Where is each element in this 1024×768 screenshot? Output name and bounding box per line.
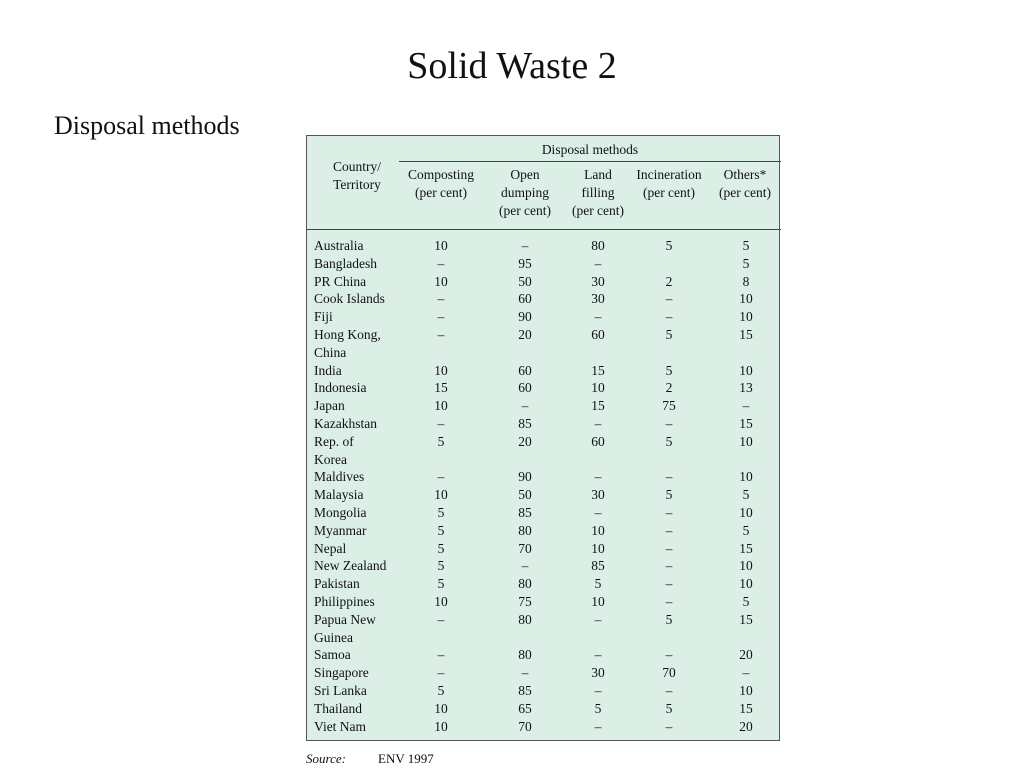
cell-composting: 5 [437, 683, 445, 698]
cell-incineration: 5 [665, 487, 673, 503]
col-header-land-filling: Land filling (per cent) [571, 167, 625, 218]
cell-country [314, 273, 404, 291]
cell-composting: 5 [437, 540, 445, 556]
cell-country [314, 646, 404, 664]
cell-others: 20 [739, 718, 753, 734]
cell-country [314, 326, 404, 362]
cell-incineration: 75 [662, 398, 676, 414]
cell-open-dumping: 80 [518, 647, 532, 663]
cell-incineration: – [665, 522, 673, 538]
cell-composting: – [437, 611, 445, 627]
country-name: Thailand [314, 700, 362, 716]
cell-country [314, 415, 404, 433]
cell-incineration: – [665, 647, 673, 663]
country-name: Malaysia [314, 487, 364, 503]
cell-incineration: 5 [665, 700, 673, 716]
source-note [306, 751, 434, 767]
cell-land-filling: 30 [591, 291, 605, 307]
cell-country [314, 540, 404, 558]
cell-country [314, 255, 404, 273]
cell-composting: 15 [434, 380, 448, 396]
cell-open-dumping: 70 [518, 540, 532, 556]
cell-others: 15 [739, 611, 753, 627]
cell-incineration: – [665, 469, 673, 485]
cell-composting: – [437, 647, 445, 663]
country-name: Bangladesh [314, 255, 377, 271]
cell-open-dumping: 60 [518, 291, 532, 307]
cell-land-filling: 30 [591, 273, 605, 289]
cell-composting: 5 [437, 433, 445, 449]
cell-land-filling: 60 [591, 327, 605, 342]
cell-open-dumping: 80 [518, 522, 532, 538]
country-name: Hong Kong, [314, 327, 381, 342]
cell-incineration: – [665, 683, 673, 698]
cell-land-filling: – [594, 469, 602, 485]
cell-open-dumping: 85 [518, 505, 532, 520]
country-name: Viet Nam [314, 718, 367, 734]
disposal-table [306, 135, 780, 741]
cell-country [314, 290, 404, 308]
cell-others: 15 [739, 700, 753, 716]
cell-others: 15 [739, 416, 753, 431]
cell-others: 15 [739, 327, 753, 342]
cell-open-dumping: 90 [518, 309, 532, 325]
cell-open-dumping: 80 [518, 611, 532, 627]
cell-incineration: 5 [665, 362, 673, 378]
source-label: Source: [306, 751, 346, 766]
cell-land-filling: 15 [591, 398, 605, 414]
cell-incineration: – [665, 594, 673, 609]
col-header-composting: Composting (per cent) [407, 167, 474, 200]
country-name: PR China [314, 273, 367, 289]
cell-others: 8 [742, 273, 750, 289]
country-name: Rep. of [314, 433, 354, 449]
cell-country [314, 522, 404, 540]
cell-country [314, 468, 404, 486]
cell-incineration: 2 [665, 273, 673, 289]
country-name: Fiji [314, 309, 333, 325]
cell-country [314, 664, 404, 682]
cell-country [314, 557, 404, 575]
cell-open-dumping: 50 [518, 487, 532, 503]
cell-composting: – [437, 309, 445, 325]
cell-composting: – [437, 416, 445, 431]
country-name-cont: Guinea [314, 629, 353, 645]
cell-land-filling: – [594, 647, 602, 663]
cell-open-dumping: 85 [518, 683, 532, 698]
cell-others: 5 [742, 238, 750, 253]
cell-composting: 10 [434, 700, 448, 716]
cell-composting: – [437, 665, 445, 681]
cell-others: 10 [739, 309, 753, 325]
cell-composting: 10 [434, 487, 448, 503]
cell-country [314, 486, 404, 504]
col-header-open-dumping: Open dumping (per cent) [498, 167, 552, 218]
cell-others: 10 [739, 469, 753, 485]
cell-composting: 5 [437, 558, 445, 574]
cell-incineration: 5 [665, 611, 673, 627]
slide-title: Solid Waste 2 [407, 45, 617, 87]
group-header-rule [399, 161, 781, 162]
cell-others: 10 [739, 362, 753, 378]
cell-open-dumping: 85 [518, 416, 532, 431]
cell-country [314, 433, 404, 469]
cell-composting: 10 [434, 718, 448, 734]
cell-others: 20 [739, 647, 753, 663]
country-name: Myanmar [314, 522, 367, 538]
cell-open-dumping: – [521, 558, 529, 574]
cell-others: 15 [739, 540, 753, 556]
country-name: Philippines [314, 594, 375, 609]
country-name: Singapore [314, 665, 369, 681]
cell-land-filling: – [594, 255, 602, 271]
country-name: Pakistan [314, 576, 360, 592]
cell-open-dumping: – [521, 398, 529, 414]
cell-incineration: – [665, 416, 673, 431]
country-name: Nepal [314, 540, 347, 556]
country-name: Australia [314, 238, 364, 253]
cell-land-filling: – [594, 505, 602, 520]
cell-incineration: 5 [665, 327, 673, 342]
cell-country [314, 379, 404, 397]
cell-others: 10 [739, 683, 753, 698]
cell-land-filling: – [594, 416, 602, 431]
cell-others: 5 [742, 255, 750, 271]
cell-composting: 10 [434, 273, 448, 289]
cell-land-filling: 80 [591, 238, 605, 253]
cell-composting: 10 [434, 362, 448, 378]
country-name: Japan [314, 398, 345, 414]
cell-others: 10 [739, 558, 753, 574]
cell-open-dumping: – [521, 665, 529, 681]
cell-land-filling: 15 [591, 362, 605, 378]
cell-open-dumping: 75 [518, 594, 532, 609]
cell-land-filling: – [594, 309, 602, 325]
cell-land-filling: 30 [591, 487, 605, 503]
cell-open-dumping: 65 [518, 700, 532, 716]
cell-land-filling: 60 [591, 433, 605, 449]
cell-composting: – [437, 327, 445, 342]
cell-incineration: – [665, 718, 673, 734]
cell-country [314, 611, 404, 647]
cell-land-filling: 5 [594, 576, 602, 592]
cell-land-filling: 10 [591, 522, 605, 538]
country-name: Cook Islands [314, 291, 385, 307]
cell-country [314, 575, 404, 593]
cell-composting: – [437, 469, 445, 485]
header-bottom-rule [307, 229, 781, 230]
cell-country [314, 504, 404, 522]
cell-land-filling: 10 [591, 540, 605, 556]
cell-incineration: – [665, 540, 673, 556]
cell-incineration: 2 [665, 380, 673, 396]
cell-others: 10 [739, 505, 753, 520]
cell-country [314, 593, 404, 611]
col-header-others: Others* (per cent) [718, 167, 772, 200]
cell-country [314, 237, 404, 255]
cell-country [314, 682, 404, 700]
col-header-incineration: Incineration (per cent) [636, 167, 702, 200]
cell-open-dumping: 90 [518, 469, 532, 485]
cell-land-filling: 85 [591, 558, 605, 574]
cell-country [314, 718, 404, 736]
cell-incineration: – [665, 505, 673, 520]
country-name: Sri Lanka [314, 683, 367, 698]
cell-incineration: 5 [665, 238, 673, 253]
cell-composting: – [437, 291, 445, 307]
col-header-country: Country/ Territory [332, 159, 381, 192]
country-name: Indonesia [314, 380, 367, 396]
cell-incineration: – [665, 309, 673, 325]
cell-others: 10 [739, 433, 753, 449]
country-name-cont: China [314, 344, 347, 360]
cell-others: 5 [742, 522, 750, 538]
cell-land-filling: 30 [591, 665, 605, 681]
cell-land-filling: 5 [594, 700, 602, 716]
country-name: India [314, 362, 342, 378]
cell-land-filling: – [594, 683, 602, 698]
cell-others: 10 [739, 576, 753, 592]
cell-composting: – [437, 255, 445, 271]
cell-land-filling: 10 [591, 380, 605, 396]
cell-composting: 5 [437, 576, 445, 592]
country-name: Papua New [314, 611, 376, 627]
cell-others: 13 [739, 380, 753, 396]
cell-land-filling: 10 [591, 594, 605, 609]
country-name: New Zealand [314, 558, 387, 574]
cell-land-filling: – [594, 718, 602, 734]
cell-composting: 10 [434, 398, 448, 414]
cell-open-dumping: 50 [518, 273, 532, 289]
cell-incineration: 70 [662, 665, 676, 681]
cell-others: 5 [742, 594, 750, 609]
cell-country [314, 362, 404, 380]
country-name: Mongolia [314, 505, 367, 520]
cell-composting: 5 [437, 505, 445, 520]
cell-country [314, 308, 404, 326]
cell-incineration: – [665, 576, 673, 592]
country-name-cont: Korea [314, 451, 347, 467]
cell-open-dumping: 70 [518, 718, 532, 734]
cell-others: 10 [739, 291, 753, 307]
cell-others: 5 [742, 487, 750, 503]
cell-others: – [742, 398, 750, 414]
cell-composting: 10 [434, 594, 448, 609]
cell-open-dumping: – [521, 238, 529, 253]
cell-open-dumping: 95 [518, 255, 532, 271]
source-value: ENV 1997 [378, 751, 434, 766]
cell-country [314, 700, 404, 718]
cell-incineration: 5 [665, 433, 673, 449]
slide-subtitle: Disposal methods [54, 111, 240, 140]
cell-open-dumping: 80 [518, 576, 532, 592]
group-header: Disposal methods [541, 142, 639, 157]
cell-open-dumping: 20 [518, 327, 532, 342]
cell-incineration: – [665, 558, 673, 574]
cell-open-dumping: 60 [518, 380, 532, 396]
cell-incineration: – [665, 291, 673, 307]
cell-others: – [742, 665, 750, 681]
cell-country [314, 397, 404, 415]
country-name: Kazakhstan [314, 416, 377, 431]
cell-composting: 5 [437, 522, 445, 538]
cell-open-dumping: 20 [518, 433, 532, 449]
cell-land-filling: – [594, 611, 602, 627]
country-name: Maldives [314, 469, 365, 485]
cell-open-dumping: 60 [518, 362, 532, 378]
cell-composting: 10 [434, 238, 448, 253]
country-name: Samoa [314, 647, 351, 663]
